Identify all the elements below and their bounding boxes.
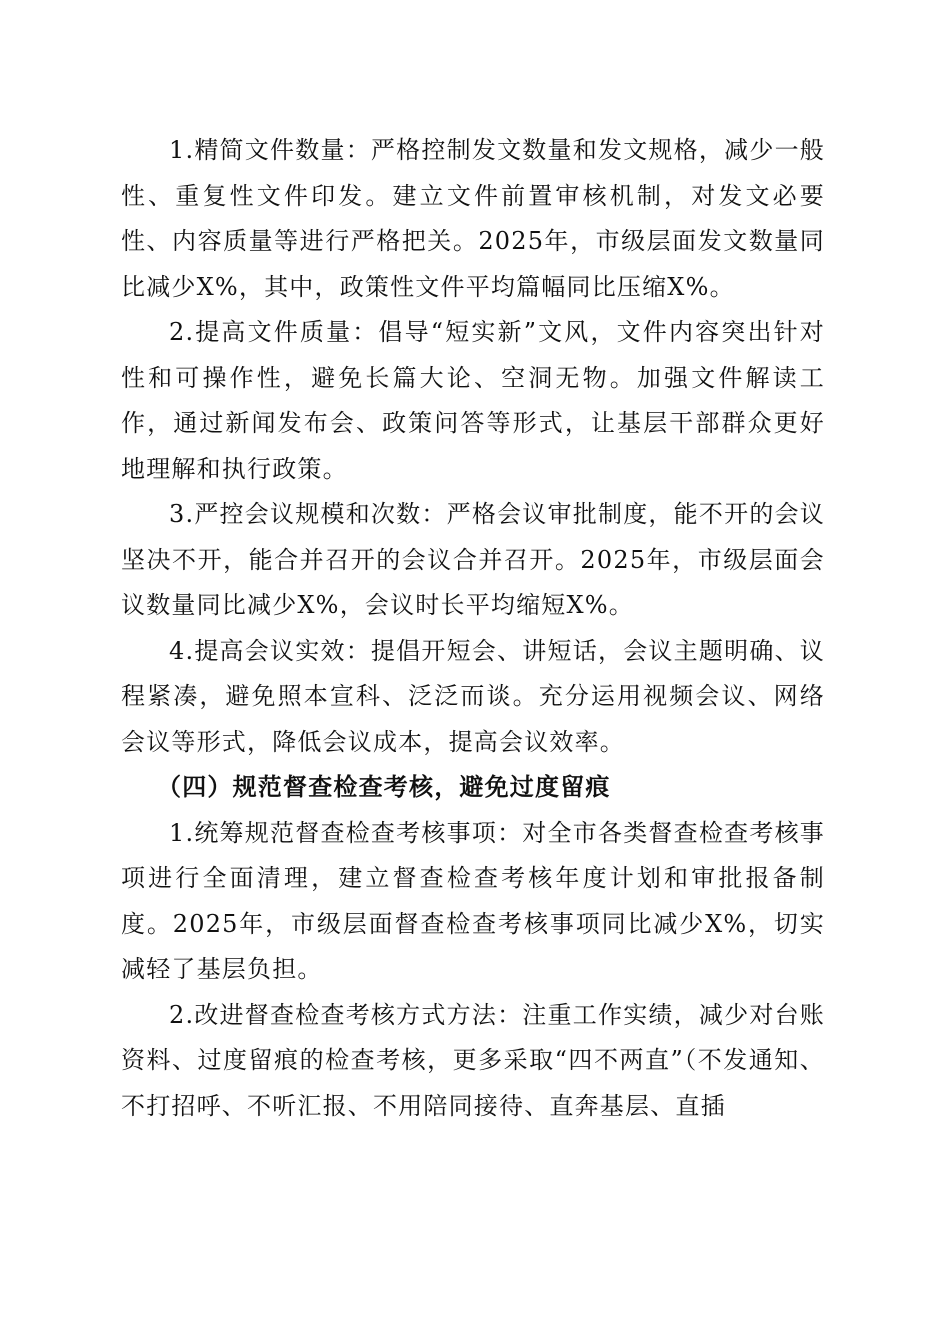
document-body [121, 128, 825, 1129]
paragraph-meeting-effectiveness: 4.提高会议实效：提倡开短会、讲短话，会议主题明确、议程紧凑，避免照本宣科、泛泛而谈。充分运用视频会议、网络会议等形式，降低会议成本，提高会议效率。 [121, 636, 825, 756]
paragraph-improve-inspection-methods: 2.改进督查检查考核方式方法：注重工作实绩，减少对台账资料、过度留痕的检查考核，更多采取“四不两直”（不发通知、不打招呼、不听汇报、不用陪同接待、直奔基层、直插 [121, 1000, 825, 1120]
paragraph-control-meetings: 3.严控会议规模和次数：严格会议审批制度，能不开的会议坚决不开，能合并召开的会议合并召开。2025年，市级层面会议数量同比减少X%，会议时长平均缩短X%。 [121, 500, 825, 619]
paragraph-improve-document-quality: 2.提高文件质量：倡导“短实新”文风，文件内容突出针对性和可操作性，避免长篇大论、空洞无物。加强文件解读工作，通过新闻发布会、政策问答等形式，让基层干部群众更好地理解和执行政策。 [121, 318, 825, 483]
paragraph-coordinate-inspections: 1.统筹规范督查检查考核事项：对全市各类督查检查考核事项进行全面清理，建立督查检查考核年度计划和审批报备制度。2025年，市级层面督查检查考核事项同比减少X%，切实减轻了基层负担。 [121, 818, 825, 983]
section-heading-inspection: （四）规范督查检查考核，避免过度留痕 [157, 773, 611, 801]
paragraph-streamline-documents: 1.精简文件数量：严格控制发文数量和发文规格，减少一般性、重复性文件印发。建立文件前置审核机制，对发文必要性、内容质量等进行严格把关。2025年，市级层面发文数量同比减少X%，其中，政策性文件平均篇幅同比压缩X%。 [121, 136, 825, 301]
